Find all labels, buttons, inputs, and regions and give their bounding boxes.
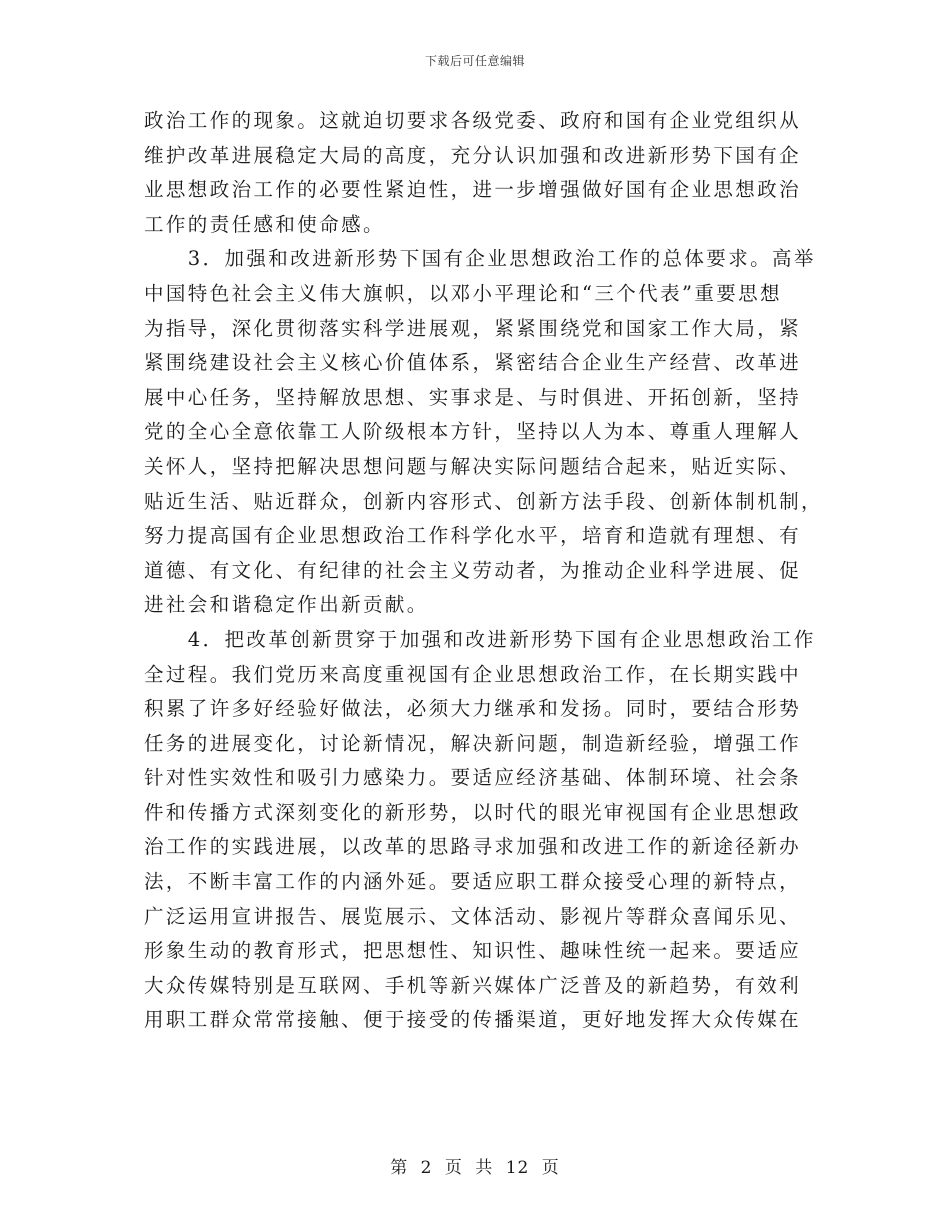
text-line: 维护改革进展稳定大局的高度，充分认识加强和改进新形势下国有企 [144, 143, 802, 167]
text-line: 法，不断丰富工作的内涵外延。要适应职工群众接受心理的新特点， [144, 870, 802, 894]
text-line: 积累了许多好经验好做法，必须大力继承和发扬。同时，要结合形势 [144, 697, 802, 721]
document-body [144, 104, 823, 1038]
page-header-note: 下载后可任意编辑 [424, 54, 525, 68]
text-line: 为指导，深化贯彻落实科学进展观，紧紧围绕党和国家工作大局，紧 [144, 316, 802, 340]
text-line: 政治工作的现象。这就迫切要求各级党委、政府和国有企业党组织从 [144, 109, 802, 132]
text-line: 党的全心全意依靠工人阶级根本方针，坚持以人为本、尊重人理解人 [144, 420, 802, 444]
text-line: 工作的责任感和使命感。 [144, 212, 385, 236]
text-line: 贴近生活、贴近群众，创新内容形式、创新方法手段、创新体制机制， [144, 489, 823, 513]
text-line: 中国特色社会主义伟大旗帜，以邓小平理论和“三个代表”重要思想 [144, 281, 782, 305]
text-line: 4．把改革创新贯穿于加强和改进新形势下国有企业思想政治工作 [144, 627, 816, 651]
text-line: 3．加强和改进新形势下国有企业思想政治工作的总体要求。高举 [144, 247, 816, 271]
text-line: 紧围绕建设社会主义核心价值体系，紧密结合企业生产经营、改革进 [144, 351, 802, 375]
text-line: 任务的进展变化，讨论新情况，解决新问题，制造新经验，增强工作 [144, 731, 802, 755]
text-line: 广泛运用宣讲报告、展览展示、文体活动、影视片等群众喜闻乐见、 [144, 904, 802, 928]
text-line: 全过程。我们党历来高度重视国有企业思想政治工作，在长期实践中 [144, 662, 802, 686]
text-line: 关怀人，坚持把解决思想问题与解决实际问题结合起来，贴近实际、 [144, 454, 802, 478]
text-line: 业思想政治工作的必要性紧迫性，进一步增强做好国有企业思想政治 [144, 178, 802, 202]
text-line: 道德、有文化、有纪律的社会主义劳动者，为推动企业科学进展、促 [144, 558, 802, 582]
text-line: 努力提高国有企业思想政治工作科学化水平，培育和造就有理想、有 [144, 524, 802, 548]
text-line: 进社会和谐稳定作出新贡献。 [144, 593, 429, 617]
text-line: 大众传媒特别是互联网、手机等新兴媒体广泛普及的新趋势，有效利 [144, 973, 802, 997]
text-line: 展中心任务，坚持解放思想、实事求是、与时俱进、开拓创新，坚持 [144, 385, 802, 409]
text-line: 形象生动的教育形式，把思想性、知识性、趣味性统一起来。要适应 [144, 939, 802, 963]
text-line: 针对性实效性和吸引力感染力。要适应经济基础、体制环境、社会条 [144, 766, 802, 790]
text-line: 用职工群众常常接触、便于接受的传播渠道，更好地发挥大众传媒在 [144, 1008, 802, 1032]
text-line: 件和传播方式深刻变化的新形势，以时代的眼光审视国有企业思想政 [144, 800, 802, 824]
page-number-footer: 第 2 页 共 12 页 [390, 1158, 560, 1178]
text-line: 治工作的实践进展，以改革的思路寻求加强和改进工作的新途径新办 [144, 835, 802, 859]
